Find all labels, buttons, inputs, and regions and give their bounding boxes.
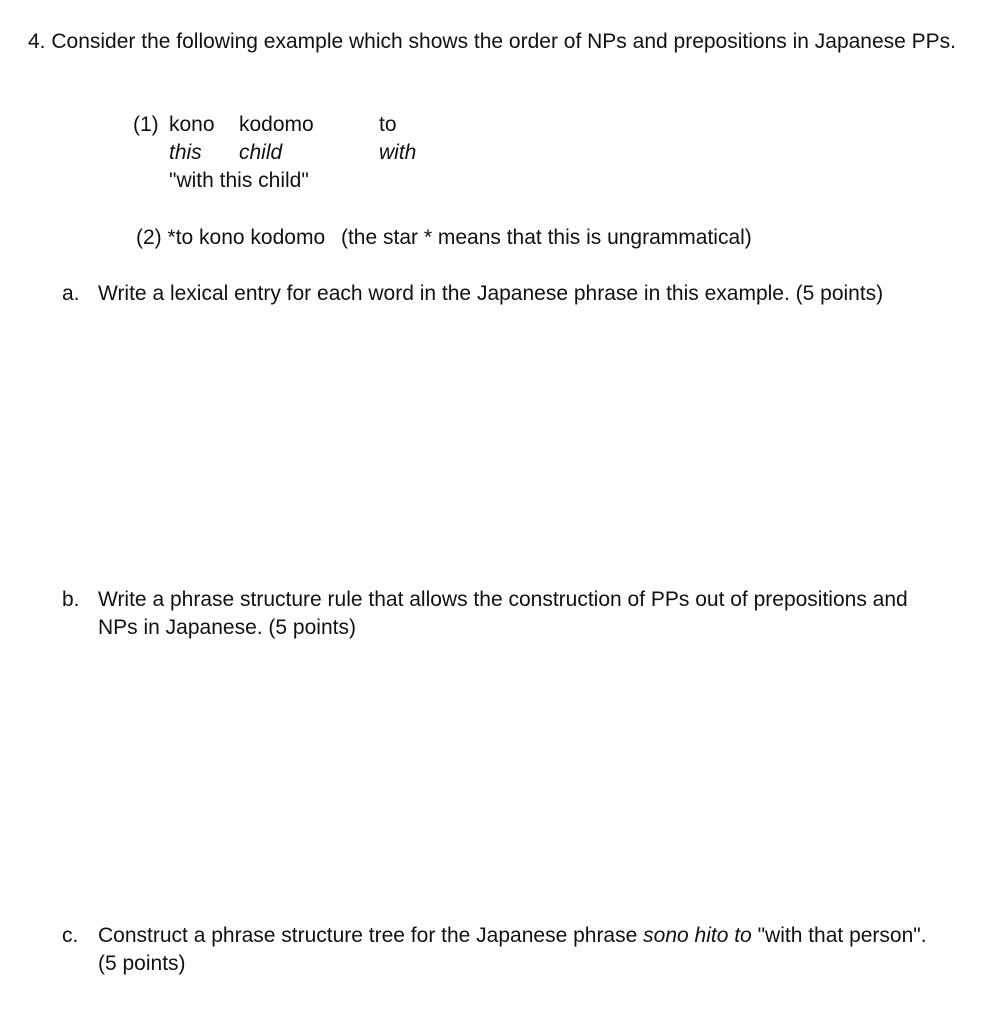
question-number: 4.	[28, 30, 46, 53]
example-2-note: (the star * means that this is ungrammatical)	[340, 226, 752, 249]
part-c-text	[98, 922, 938, 978]
part-a-letter: a.	[62, 282, 80, 305]
part-c	[62, 922, 962, 978]
example-1-label: (1)	[133, 113, 159, 136]
part-b	[62, 586, 962, 642]
example-1-word: to	[379, 113, 397, 136]
question-text: Consider the following example which shows the order of NPs and prepositions in Japanese PPs.	[51, 30, 957, 53]
example-2-label: (2)	[136, 226, 162, 249]
part-c-text-before: Construct a phrase structure tree for the Japanese phrase	[98, 924, 644, 947]
example-1-word: kono	[169, 113, 215, 136]
example-1-word: kodomo	[239, 113, 314, 136]
question-heading	[28, 28, 958, 56]
example-1-gloss: child	[239, 141, 283, 164]
example-2-phrase: *to kono kodomo	[167, 226, 326, 249]
part-c-japanese-phrase: sono hito to	[643, 924, 752, 947]
part-a-text: Write a lexical entry for each word in the Japanese phrase in this example. (5 points)	[98, 282, 884, 305]
example-1-gloss: this	[169, 141, 202, 164]
example-1-gloss: with	[379, 141, 417, 164]
example-1-translation: "with this child"	[169, 169, 309, 192]
part-c-text-after: "with that person". (5 points)	[98, 924, 927, 975]
part-b-text: Write a phrase structure rule that allows the construction of PPs out of prepositions and NPs in Japanese. (5 points)	[98, 588, 908, 639]
part-a	[62, 280, 962, 308]
example-2	[136, 224, 752, 252]
part-b-letter: b.	[62, 588, 80, 611]
part-c-letter: c.	[62, 924, 79, 947]
